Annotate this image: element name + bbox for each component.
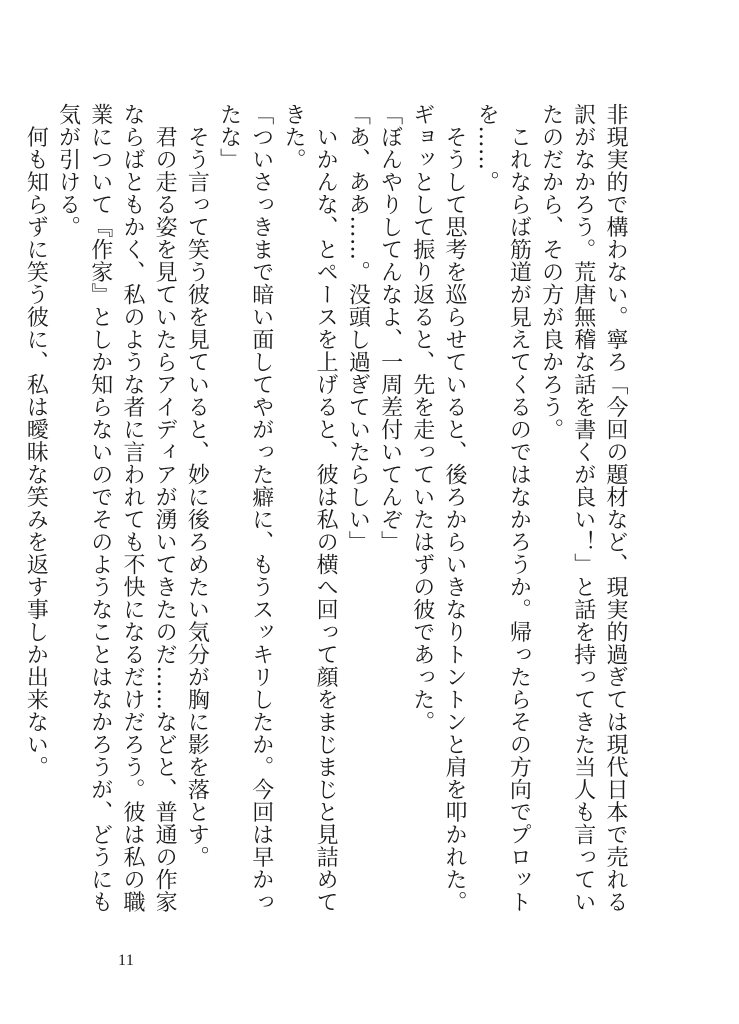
- paragraph: 君の走る姿を見ていたらアイディアが湧いてきたのだ……などと、普通の作家ならばともかく、私のような者に言われても不快になるだけだろう。彼は私の職業について『作家』としか知らないのでそのようなことはなかろうが、どうにも気が引ける。: [55, 103, 178, 913]
- paragraph: そうして思考を巡らせていると、後ろからいきなりトントンと肩を叩かれた。ギョッとして振り返ると、先を走っていたはずの彼であった。: [409, 103, 467, 913]
- paragraph: いかんな、とペースを上げると、彼は私の横へ回って顔をまじまじと見詰めてきた。: [280, 103, 339, 913]
- paragraph: これならば筋道が見えてくるのではなかろうか。帰ったらその方向でプロットを……。: [474, 103, 532, 913]
- paragraph: そう言って笑う彼を見ていると、妙に後ろめたい気分が胸に影を落とす。: [184, 103, 210, 868]
- dialogue-line: 「ついさっきまで暗い面してやがった癖に、もうスッキリしたか。今回は早かったな」: [216, 103, 274, 913]
- dialogue-line: 「あ、ああ……。没頭し過ぎていたらしい」: [345, 103, 371, 553]
- paragraph: 非現実的で構わない。寧ろ「今回の題材など、現実的過ぎては現代日本で売れる訳がなかろう。荒唐無稽な話を書くが良い！」と話を持ってきた当人も言っていたのだから、その方が良かろう。: [538, 103, 628, 913]
- dialogue-line: 「ぼんやりしてんなよ、一周差付いてんぞ」: [377, 103, 403, 553]
- page-number: 11: [118, 952, 135, 969]
- paragraph: 何も知らずに笑う彼に、私は曖昧な笑みを返す事しか出来ない。: [23, 103, 49, 778]
- vertical-body-text: [23, 103, 631, 923]
